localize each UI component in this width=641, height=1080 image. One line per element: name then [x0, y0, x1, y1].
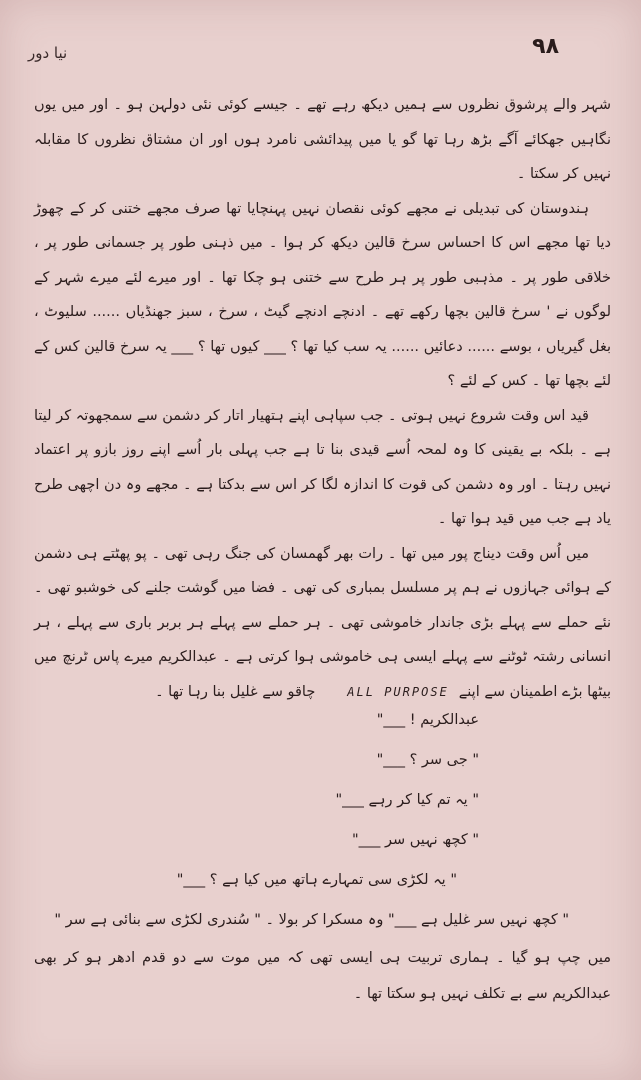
dialogue-line: " کچھ نہیں سر ___" — [351, 832, 479, 848]
latin-phrase: ALL PURPOSE — [347, 684, 449, 699]
closing-paragraph: میں چپ ہو گیا ۔ ہماری تربیت ہی ایسی تھی کہ میں موت سے دو قدم ادھر ہو کر بھی عبدالکریم سے بے تکلف نہیں ہو سکتا تھا ۔ — [34, 950, 611, 1002]
dialogue-line: " یہ تم کیا کر رہے ___" — [335, 792, 479, 808]
dialogue-block — [40, 700, 607, 940]
paragraph-4-text: میں اُس وقت دیناج پور میں تھا ۔ رات بھر گھمسان کی جنگ رہی تھی ۔ پو پھٹتے ہی دشمن کے ہوائی جہازوں نے ہم پر مسلسل بمباری کی تھی ۔ فضا میں گوشت جلنے کی خوشبو تھی ۔ نئے حملے سے پہلے بڑی جاندار خاموشی تھی ۔ ہر حملے سے پہلے ہر بربر باری سے پہلے ، ہر انسانی رشتہ ٹوٹنے سے پہلے ایسی ہی خاموشی ہوا کرتی ہے ۔ عبدالکریم میرے پاس ٹرنچ میں بیٹھا بڑے اطمینان سے اپنے — [34, 545, 611, 700]
dialogue-line: عبدالکریم ! ___" — [376, 712, 479, 728]
dialogue-line: " جی سر ؟ ___" — [376, 752, 479, 768]
page-number: ۹۸ — [532, 34, 559, 59]
journal-title: نیا دور — [28, 44, 68, 62]
main-text — [34, 88, 611, 709]
paragraph-1: شہر والے پرشوق نظروں سے ہمیں دیکھ رہے تھے ۔ جیسے کوئی نئی دولہن ہو ۔ اور میں یوں نگاہیں جھکائے آگے بڑھ رہا تھا گو یا میں پیدائشی نامرد ہوں اور ان مشتاق نظروں کا مقابلہ نہیں کر سکتا ۔ — [34, 97, 611, 182]
paragraph-3: قید اس وقت شروع نہیں ہوتی ۔ جب سپاہی اپنے ہتھیار اتار کر دشمن سے سمجھوتہ کر لیتا ہے ۔ بلکہ بے یقینی کا وہ لمحہ اُسے قیدی بنا تا ہے جب پہلی بار اُسے اپنے روز بازو پر اعتماد نہیں رہتا ۔ اور وہ دشمن کی قوت کا اندازہ لگا کر اس سے بدکتا ہے ۔ مجھے وہ دن اچھی طرح یاد ہے جب میں قید ہوا تھا ۔ — [34, 407, 611, 527]
dialogue-line: " یہ لکڑی سی تمہارے ہاتھ میں کیا ہے ؟ ___" — [176, 872, 457, 888]
dialogue-line: " کچھ نہیں سر غلیل ہے ___" وہ مسکرا کر بولا ۔ " سُندری لکڑی سے بنائی ہے سر " — [54, 912, 569, 928]
paragraph-4-end: چاقو سے غلیل بنا رہا تھا ۔ — [155, 683, 316, 700]
paragraph-2: ہندوستان کی تبدیلی نے مجھے کوئی نقصان نہیں پہنچایا تھا صرف مجھے ختنی کر کے چھوڑ دیا تھا مجھے اس کا احساس سرخ قالین دیکھ کر ہوا ۔ میں ذہنی طور پر جسمانی طور پر ، خلاقی طور پر ۔ مذہبی طور پر ہر طرح سے ختنی ہو چکا تھا ۔ اور میرے لئے میرے شہر کے لوگوں نے ' سرخ قالین بچھا رکھے تھے ۔ ادنچے ادنچے گیٹ ، سرخ ، سبز جھنڈیاں ...... سلیوٹ ، بغل گیریاں ، بوسے ...... دعائیں ...... یہ سب کیا تھا ؟ ___ کیوں تھا ؟ ___ یہ سرخ قالین کس کے لئے بچھا تھا ۔ کس کے لئے ؟ — [34, 200, 611, 389]
page-header — [28, 34, 617, 64]
paragraph-4 — [34, 537, 611, 710]
